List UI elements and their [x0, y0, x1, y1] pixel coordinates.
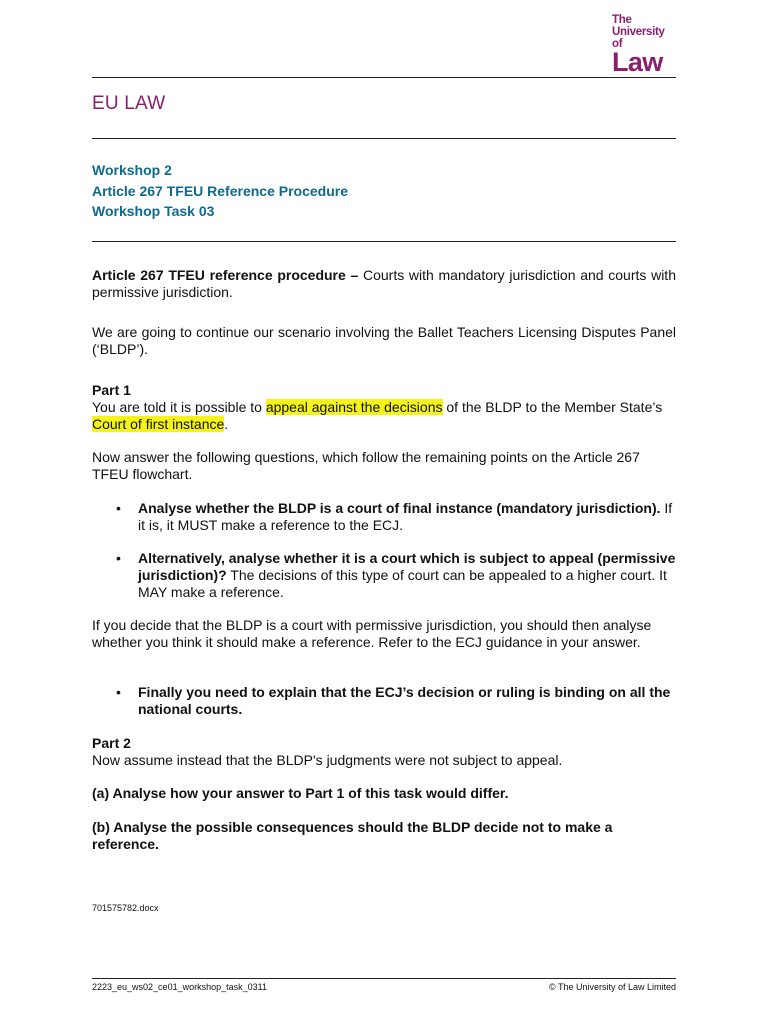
part1-text-b: of the BLDP to the Member State’s [442, 399, 663, 415]
divider-title [92, 138, 676, 139]
footer-copyright: © The University of Law Limited [548, 982, 676, 992]
logo-line-the: The [612, 14, 632, 26]
workshop-topic: Article 267 TFEU Reference Procedure [92, 183, 348, 199]
logo-line-university: University of [612, 26, 665, 50]
divider-footer [92, 978, 676, 979]
scenario-paragraph: We are going to continue our scenario involving the Ballet Teachers Licensing Disputes Panel (‘BLDP’). [92, 324, 676, 357]
bullet-permissive [138, 550, 676, 601]
question-a: (a) Analyse how your answer to Part 1 of this task would differ. [92, 785, 509, 801]
part1-text-a: You are told it is possible to [92, 399, 266, 415]
part1-text-c: . [224, 416, 229, 432]
bullet-dot: • [116, 684, 121, 700]
question-b: (b) Analyse the possible consequences should the BLDP decide not to make a reference. [92, 819, 613, 852]
bullet2-text: The decisions of this type of court can be appealed to a higher court. It MAY make a reference. [138, 567, 667, 600]
questions-intro: Now answer the following questions, which follow the remaining points on the Article 267 TFEU flowchart. [92, 449, 640, 482]
bullet-dot: • [116, 550, 121, 566]
permissive-paragraph: If you decide that the BLDP is a court with permissive jurisdiction, you should then analyse whether you think it should make a reference. Refer to the ECJ guidance in your answer. [92, 617, 652, 650]
bullet1-text: If it is, it MUST make a reference to the ECJ. [138, 500, 673, 533]
bullet2-bold: Alternatively, analyse whether it is a court which is subject to appeal (permissive jurisdiction)? [138, 550, 676, 583]
intro-paragraph [92, 267, 676, 301]
highlight-court: Court of first instance [92, 416, 225, 432]
intro-text: Courts with mandatory jurisdiction and courts with permissive jurisdiction. [92, 267, 676, 300]
workshop-task: Workshop Task 03 [92, 203, 215, 219]
part2-text: Now assume instead that the BLDP's judgments were not subject to appeal. [92, 752, 563, 768]
divider-top [92, 77, 676, 78]
workshop-number: Workshop 2 [92, 162, 172, 178]
part2-heading: Part 2 [92, 735, 131, 751]
bullet1-bold: Analyse whether the BLDP is a court of final instance (mandatory jurisdiction). [138, 500, 661, 516]
bullet-final-instance [138, 500, 676, 534]
divider-header [92, 241, 676, 242]
doc-id: 701575782.docx [92, 903, 159, 913]
highlight-appeal: appeal against the decisions [265, 399, 443, 415]
page-title: EU LAW [92, 93, 166, 114]
intro-bold: Article 267 TFEU reference procedure – [92, 267, 359, 283]
university-logo [612, 14, 676, 77]
bullet-binding-ruling: Finally you need to explain that the ECJ’s decision or ruling is binding on all the national courts. [138, 684, 671, 717]
bullet-dot: • [116, 500, 121, 516]
footer-reference: 2223_eu_ws02_ce01_workshop_task_0311 [92, 982, 267, 992]
part1-heading: Part 1 [92, 382, 131, 398]
logo-line-law: Law [612, 47, 663, 77]
part1-appeal-paragraph [92, 399, 676, 433]
